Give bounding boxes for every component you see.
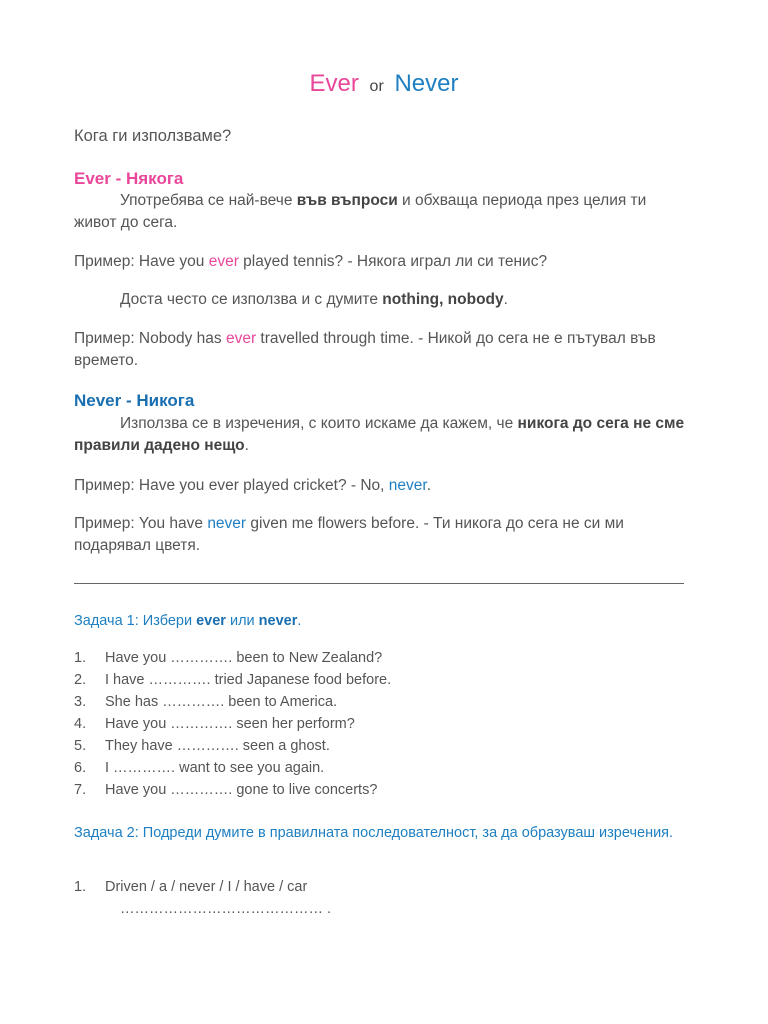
text: . xyxy=(503,291,508,308)
ever-paragraph-1 xyxy=(74,190,686,234)
item-number: 4. xyxy=(74,716,87,732)
text: travelled through time. - Никой до сега не е пътувал във времето. xyxy=(74,330,656,369)
page-title xyxy=(0,68,768,103)
ever-example-1 xyxy=(74,251,686,273)
item-text: They have …………. seen a ghost. xyxy=(105,738,330,754)
never-paragraph-1 xyxy=(74,413,686,457)
title-ever: Ever xyxy=(309,70,359,97)
text: Пример: You have xyxy=(74,515,208,532)
text: . xyxy=(426,477,431,494)
task-2-list xyxy=(74,876,674,920)
title-never: Never xyxy=(394,70,459,97)
item-number: 6. xyxy=(74,760,87,776)
item-text: I have …………. tried Japanese food before. xyxy=(105,672,392,688)
keyword-never: never xyxy=(258,613,298,629)
bold-text: във въпроси xyxy=(296,192,398,209)
task-2-label: Задача 2: Подреди думите в правилната последователност, за да образуваш изречения. xyxy=(74,825,674,841)
item-text: Have you …………. gone to live concerts? xyxy=(105,782,378,798)
text: Задача 1: Избери xyxy=(74,613,197,629)
highlight-never: never xyxy=(207,515,247,532)
highlight-ever: ever xyxy=(208,253,239,270)
ever-example-2 xyxy=(74,328,686,372)
text: . xyxy=(244,437,249,454)
task-1-label xyxy=(74,611,694,632)
text: или xyxy=(225,613,259,629)
ever-paragraph-2 xyxy=(74,289,686,311)
item-number: 7. xyxy=(74,782,87,798)
text: played tennis? - Някога играл ли си тенис? xyxy=(238,253,548,270)
list-item xyxy=(74,713,674,735)
list-item xyxy=(74,757,674,779)
item-number: 3. xyxy=(74,694,87,710)
title-or: or xyxy=(369,78,384,95)
bold-text: nothing, nobody xyxy=(382,291,504,308)
task-1-list xyxy=(74,647,674,801)
highlight-never: never xyxy=(388,477,427,494)
text: и обхваща периода през целия ти живот до сега. xyxy=(74,192,647,231)
item-text: Have you …………. been to New Zealand? xyxy=(105,650,383,666)
list-item xyxy=(74,779,674,801)
never-heading: Never - Никога xyxy=(74,391,195,410)
text: Доста често се използва и с думите xyxy=(120,291,383,308)
item-text: Driven / a / never / I / have / car xyxy=(105,879,308,895)
never-example-1 xyxy=(74,475,686,497)
highlight-ever: ever xyxy=(225,330,257,347)
item-text: I …………. want to see you again. xyxy=(105,760,325,776)
item-text: Have you …………. seen her perform? xyxy=(105,716,355,732)
question-text: Кога ги използваме? xyxy=(74,127,232,145)
item-number: 1. xyxy=(74,879,87,895)
item-number: 2. xyxy=(74,672,87,688)
text: Употребява се най-вече xyxy=(120,192,297,209)
list-item xyxy=(74,669,674,691)
text: Пример: Nobody has xyxy=(74,330,226,347)
list-item xyxy=(74,691,674,713)
item-number: 5. xyxy=(74,738,87,754)
item-number: 1. xyxy=(74,650,87,666)
bold-text: никога до сега не сме правили дадено нещо xyxy=(74,415,685,454)
list-item xyxy=(74,735,674,757)
text: . xyxy=(297,613,302,629)
never-example-2 xyxy=(74,513,686,557)
ever-heading: Ever - Някога xyxy=(74,169,184,188)
list-item xyxy=(74,647,674,669)
divider-line xyxy=(74,583,684,584)
text: given me flowers before. - Ти никога до сега не си ми подарявал цветя. xyxy=(74,515,624,554)
keyword-ever: ever xyxy=(196,613,226,629)
text: Използва се в изречения, с които искаме да кажем, че xyxy=(120,415,518,432)
list-item xyxy=(74,876,674,898)
item-text: She has …………. been to America. xyxy=(105,694,338,710)
text: Пример: Have you xyxy=(74,253,209,270)
answer-blank: …………………………………… . xyxy=(120,901,332,917)
text: Пример: Have you ever played cricket? - No, xyxy=(74,477,389,494)
